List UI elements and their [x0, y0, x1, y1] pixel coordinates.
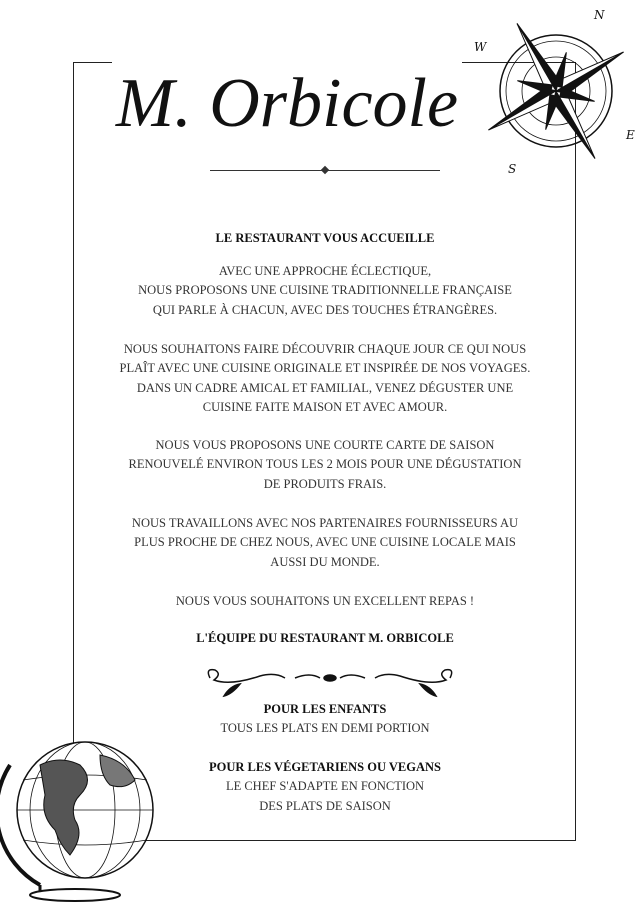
logo-diamond: [321, 166, 329, 174]
kids-text: TOUS LES PLATS EN DEMI PORTION: [220, 721, 430, 736]
veg-line: LE CHEF S'ADAPTE EN FONCTION: [225, 779, 425, 794]
paragraph-line: DANS UN CADRE AMICAL ET FAMILIAL, VENEZ DÉGUSTER UNE: [136, 380, 514, 395]
paragraph-line: QUI PARLE À CHACUN, AVEC DES TOUCHES ÉTRANGÈRES.: [152, 302, 498, 317]
compass-west-label: W: [474, 40, 487, 54]
paragraph-line: CUISINE FAITE MAISON ET AVEC AMOUR.: [202, 399, 448, 414]
kids-title: POUR LES ENFANTS: [263, 702, 387, 716]
compass-rose-icon: [470, 5, 640, 175]
signature: L'ÉQUIPE DU RESTAURANT M. ORBICOLE: [196, 631, 454, 645]
veg-title: POUR LES VÉGETARIENS OU VEGANS: [208, 760, 441, 774]
paragraph-line: NOUS VOUS SOUHAITONS UN EXCELLENT REPAS !: [175, 594, 475, 608]
paragraph-line: PLAÎT AVEC UNE CUISINE ORIGINALE ET INSPIRÉE DE NOS VOYAGES.: [119, 361, 531, 376]
paragraph-line: PLUS PROCHE DE CHEZ NOUS, AVEC UNE CUISINE LOCALE MAIS: [134, 535, 516, 550]
paragraph-line: NOUS SOUHAITONS FAIRE DÉCOUVRIR CHAQUE JOUR CE QUI NOUS: [123, 342, 527, 356]
mission-paragraph: [80, 340, 570, 417]
kids-section: [80, 700, 570, 739]
paragraph-line: AVEC UNE APPROCHE ÉCLECTIQUE,: [218, 264, 432, 278]
logo-text: M. Orbicole: [115, 65, 459, 142]
paragraph-line: RENOUVELÉ ENVIRON TOUS LES 2 MOIS POUR UNE DÉGUSTATION: [128, 457, 522, 472]
paragraph-line: NOUS VOUS PROPOSONS UNE COURTE CARTE DE SAISON: [155, 438, 495, 452]
closing-paragraph: [80, 592, 570, 611]
paragraph-line: AUSSI DU MONDE.: [270, 554, 380, 569]
paragraph-line: DE PRODUITS FRAIS.: [263, 476, 387, 491]
intro-paragraph: [80, 262, 570, 320]
compass-east-label: E: [626, 128, 635, 142]
restaurant-logo: [112, 40, 462, 190]
suppliers-paragraph: [80, 514, 570, 572]
compass-north-label: N: [594, 8, 605, 22]
welcome-heading: LE RESTAURANT VOUS ACCUEILLE: [215, 231, 435, 245]
vegetarian-section: [80, 758, 570, 816]
scroll-ornament-icon: [200, 664, 460, 700]
paragraph-line: NOUS PROPOSONS UNE CUISINE TRADITIONNELLE FRANÇAISE: [138, 283, 512, 298]
menu-paragraph: [80, 436, 570, 494]
compass-south-label: S: [508, 162, 517, 175]
paragraph-line: NOUS TRAVAILLONS AVEC NOS PARTENAIRES FOURNISSEURS AU: [131, 516, 519, 530]
veg-line: DES PLATS DE SAISON: [259, 798, 391, 813]
